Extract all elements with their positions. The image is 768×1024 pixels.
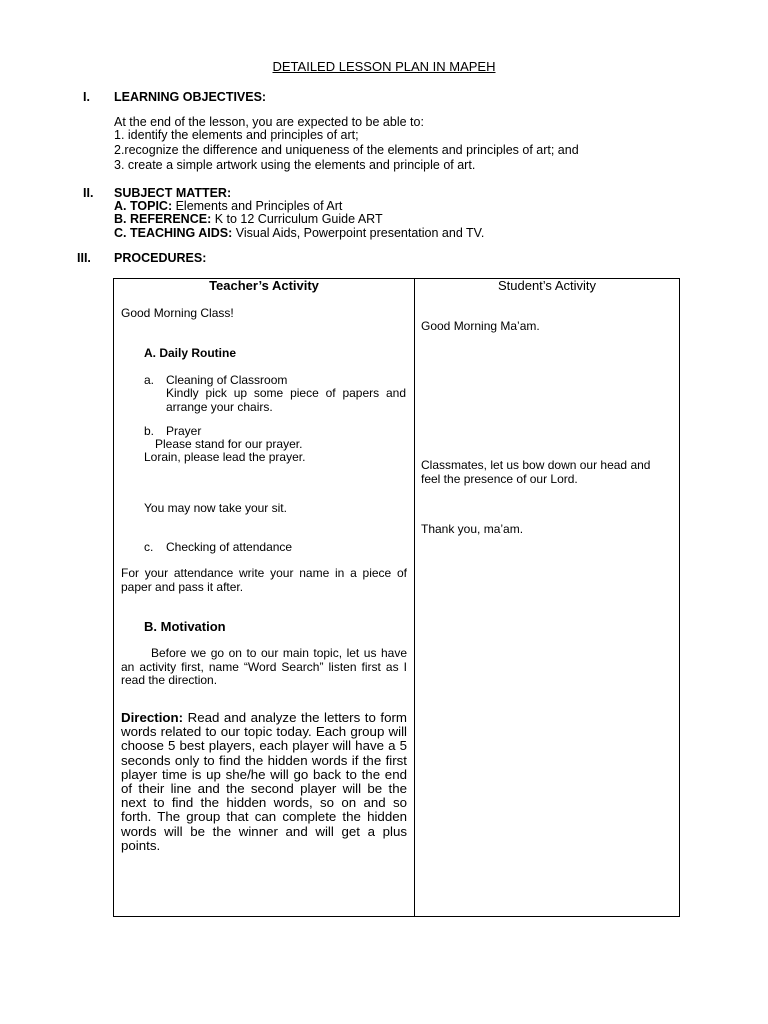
section-heading-subject: SUBJECT MATTER: [114,186,232,200]
cleaning-title: Cleaning of Classroom [166,373,288,387]
direction-label: Direction: [121,710,184,725]
column-divider [414,279,415,916]
document-title: DETAILED LESSON PLAN IN MAPEH [272,59,496,74]
reference-label: B. REFERENCE: [114,212,212,226]
objectives-intro: At the end of the lesson, you are expected to be able to: [114,115,424,129]
cleaning-marker: a. [144,373,155,387]
attendance-title: Checking of attendance [166,540,293,554]
topic-value: Elements and Principles of Art [172,199,343,213]
cleaning-text: Kindly pick up some piece of papers and arrange your chairs. [166,386,406,414]
objective-item: 3. create a simple artwork using the elements and principle of art. [114,158,476,172]
teaching-aids-label: C. TEACHING AIDS: [114,226,233,240]
objective-item: 1. identify the elements and principles of art; [114,128,359,142]
direction-paragraph [121,711,407,853]
topic-label: A. TOPIC: [114,199,173,213]
section-numeral-procedures: III. [77,251,91,265]
teaching-aids-line [114,226,484,241]
direction-text: Read and analyze the letters to form words related to our topic today. Each group will choose 5 best players, each player will have a 5 seconds only to find the hidden words if the first player time is up she/he will go back to the end of their line and the second player will be the next to find the hidden words, so on and so forth. The group that can complete the hidden words will be the winner and will get a plus points. [121,710,407,853]
teaching-aids-value: Visual Aids, Powerpoint presentation and TV. [232,226,485,240]
teacher-activity-header: Teacher’s Activity [209,278,319,293]
attendance-text: For your attendance write your name in a piece of paper and pass it after. [121,566,407,594]
student-activity-header: Student’s Activity [497,278,597,293]
section-heading-objectives: LEARNING OBJECTIVES: [114,90,267,104]
activity-table [113,278,680,917]
prayer-marker: b. [144,424,155,438]
reference-line [114,212,383,227]
prayer-line: Lorain, please lead the prayer. [144,450,306,464]
section-numeral-objectives: I. [83,90,90,104]
reference-value: K to 12 Curriculum Guide ART [211,212,383,226]
student-prayer-response: Classmates, let us bow down our head and feel the presence of our Lord. [421,458,651,486]
section-heading-procedures: PROCEDURES: [114,251,207,265]
prayer-title: Prayer [166,424,202,438]
student-thanks: Thank you, ma’am. [421,522,524,536]
sit-instruction: You may now take your sit. [144,501,287,515]
attendance-marker: c. [144,540,154,554]
prayer-line: Please stand for our prayer. [155,437,303,451]
motivation-heading: B. Motivation [144,619,226,634]
motivation-text: Before we go on to our main topic, let us have an activity first, name “Word Search” listen first as I read the direction. [121,646,407,687]
student-greeting: Good Morning Ma’am. [421,319,540,333]
section-numeral-subject: II. [83,186,94,200]
teacher-greeting: Good Morning Class! [121,306,234,320]
objective-item: 2.recognize the difference and uniqueness of the elements and principles of art; and [114,143,579,157]
daily-routine-heading: A. Daily Routine [144,346,237,360]
